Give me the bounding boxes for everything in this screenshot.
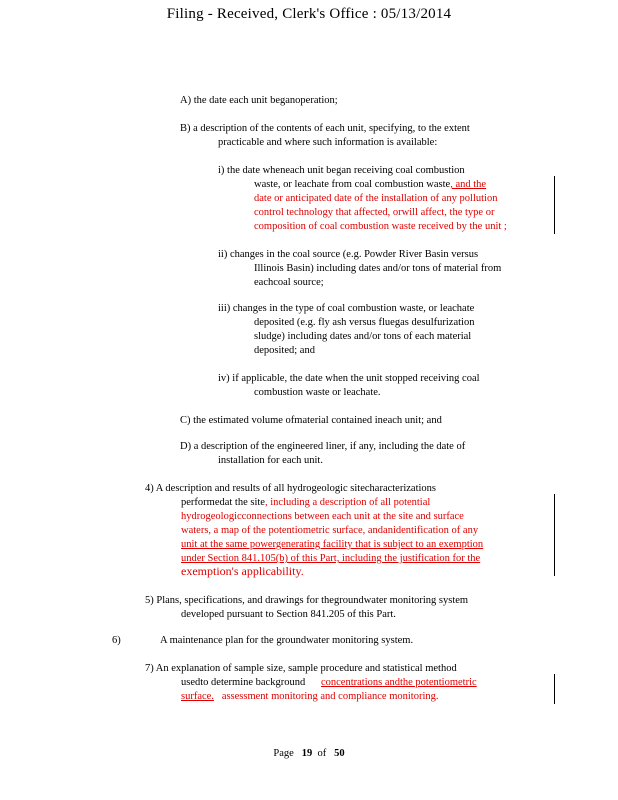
- item-iv-line2: combustion waste or leachate.: [254, 387, 381, 398]
- item-7-insert: concentrations andthe potentiometric: [320, 677, 477, 688]
- item-iv-line1: iv) if applicable, the date when the unit stopped receiving coal: [218, 373, 480, 384]
- item-iii-line4: deposited; and: [254, 345, 315, 356]
- item-4-line2-text: performedat the site: [181, 497, 265, 508]
- item-a: A) the date each unit beganoperation;: [180, 95, 338, 106]
- item-ii-line1: ii) changes in the coal source (e.g. Powder River Basin versus: [218, 249, 479, 260]
- item-i-line2: [254, 178, 486, 191]
- item-i-line2-text: waste, or leachate from coal combustion waste: [254, 179, 451, 190]
- item-7-line3: [181, 690, 438, 703]
- item-6-text: A maintenance plan for the groundwater monitoring system.: [160, 635, 414, 646]
- revision-bar: [554, 674, 555, 704]
- item-7-line2-text: usedto determine background: [181, 677, 306, 688]
- item-4-line1: 4) A description and results of all hydrogeologic sitecharacterizations: [145, 483, 436, 494]
- item-b-line2: practicable and where such information is available:: [218, 137, 438, 148]
- item-i-line5: composition of coal combustion waste received by the unit ;: [254, 221, 507, 232]
- item-4-line6: under Section 841.105(b) of this Part, including the justification for the: [181, 553, 481, 564]
- item-c: C) the estimated volume ofmaterial contained ineach unit; and: [180, 415, 442, 426]
- page-number: 19: [301, 748, 313, 759]
- item-7-insert-3: assessment monitoring and compliance monitoring.: [221, 691, 439, 702]
- item-4-insert: , including a description of all potential: [264, 497, 431, 508]
- item-5-line2: developed pursuant to Section 841.205 of this Part.: [181, 609, 396, 620]
- item-7-insert-2: surface.: [181, 691, 214, 702]
- item-4-line2: [181, 496, 430, 509]
- item-b-line1: B) a description of the contents of each unit, specifying, to the extent: [180, 123, 470, 134]
- item-7-line2: [181, 676, 477, 689]
- item-ii-line3: eachcoal source;: [254, 277, 324, 288]
- page-footer: [0, 748, 618, 759]
- item-4-line4: waters, a map of the potentiometric surface, andanidentification of any: [181, 525, 479, 536]
- item-d-line2: installation for each unit.: [218, 455, 323, 466]
- footer-of: of: [317, 748, 327, 759]
- item-7-line1: 7) An explanation of sample size, sample procedure and statistical method: [145, 663, 457, 674]
- item-i-insert: , and the: [450, 179, 487, 190]
- item-iii-line1: iii) changes in the type of coal combustion waste, or leachate: [218, 303, 475, 314]
- item-i-line3: date or anticipated date of the installation of any pollution: [254, 193, 498, 204]
- footer-prefix: Page: [273, 748, 294, 759]
- revision-bar: [554, 176, 555, 234]
- filing-header: Filing - Received, Clerk's Office : 05/13/2014: [166, 6, 452, 22]
- item-d-line1: D) a description of the engineered liner, if any, including the date of: [180, 441, 466, 452]
- item-6-number: 6): [112, 635, 121, 646]
- item-4-line3: hydrogeologicconnections between each unit at the site and surface: [181, 511, 464, 522]
- item-ii-line2: Illinois Basin) including dates and/or tons of material from: [254, 263, 502, 274]
- item-i-line4: control technology that affected, orwill affect, the type or: [254, 207, 495, 218]
- item-5-line1: 5) Plans, specifications, and drawings for thegroundwater monitoring system: [145, 595, 469, 606]
- item-i-line1: i) the date wheneach unit began receiving coal combustion: [218, 165, 465, 176]
- revision-bar: [554, 494, 555, 576]
- item-4-line7: exemption's applicability.: [181, 564, 304, 578]
- item-4-line5: unit at the same powergenerating facility that is subject to an exemption: [181, 539, 484, 550]
- page-total: 50: [334, 748, 345, 759]
- item-iii-line2: deposited (e.g. fly ash versus fluegas desulfurization: [254, 317, 475, 328]
- item-iii-line3: sludge) including dates and/or tons of each material: [254, 331, 472, 342]
